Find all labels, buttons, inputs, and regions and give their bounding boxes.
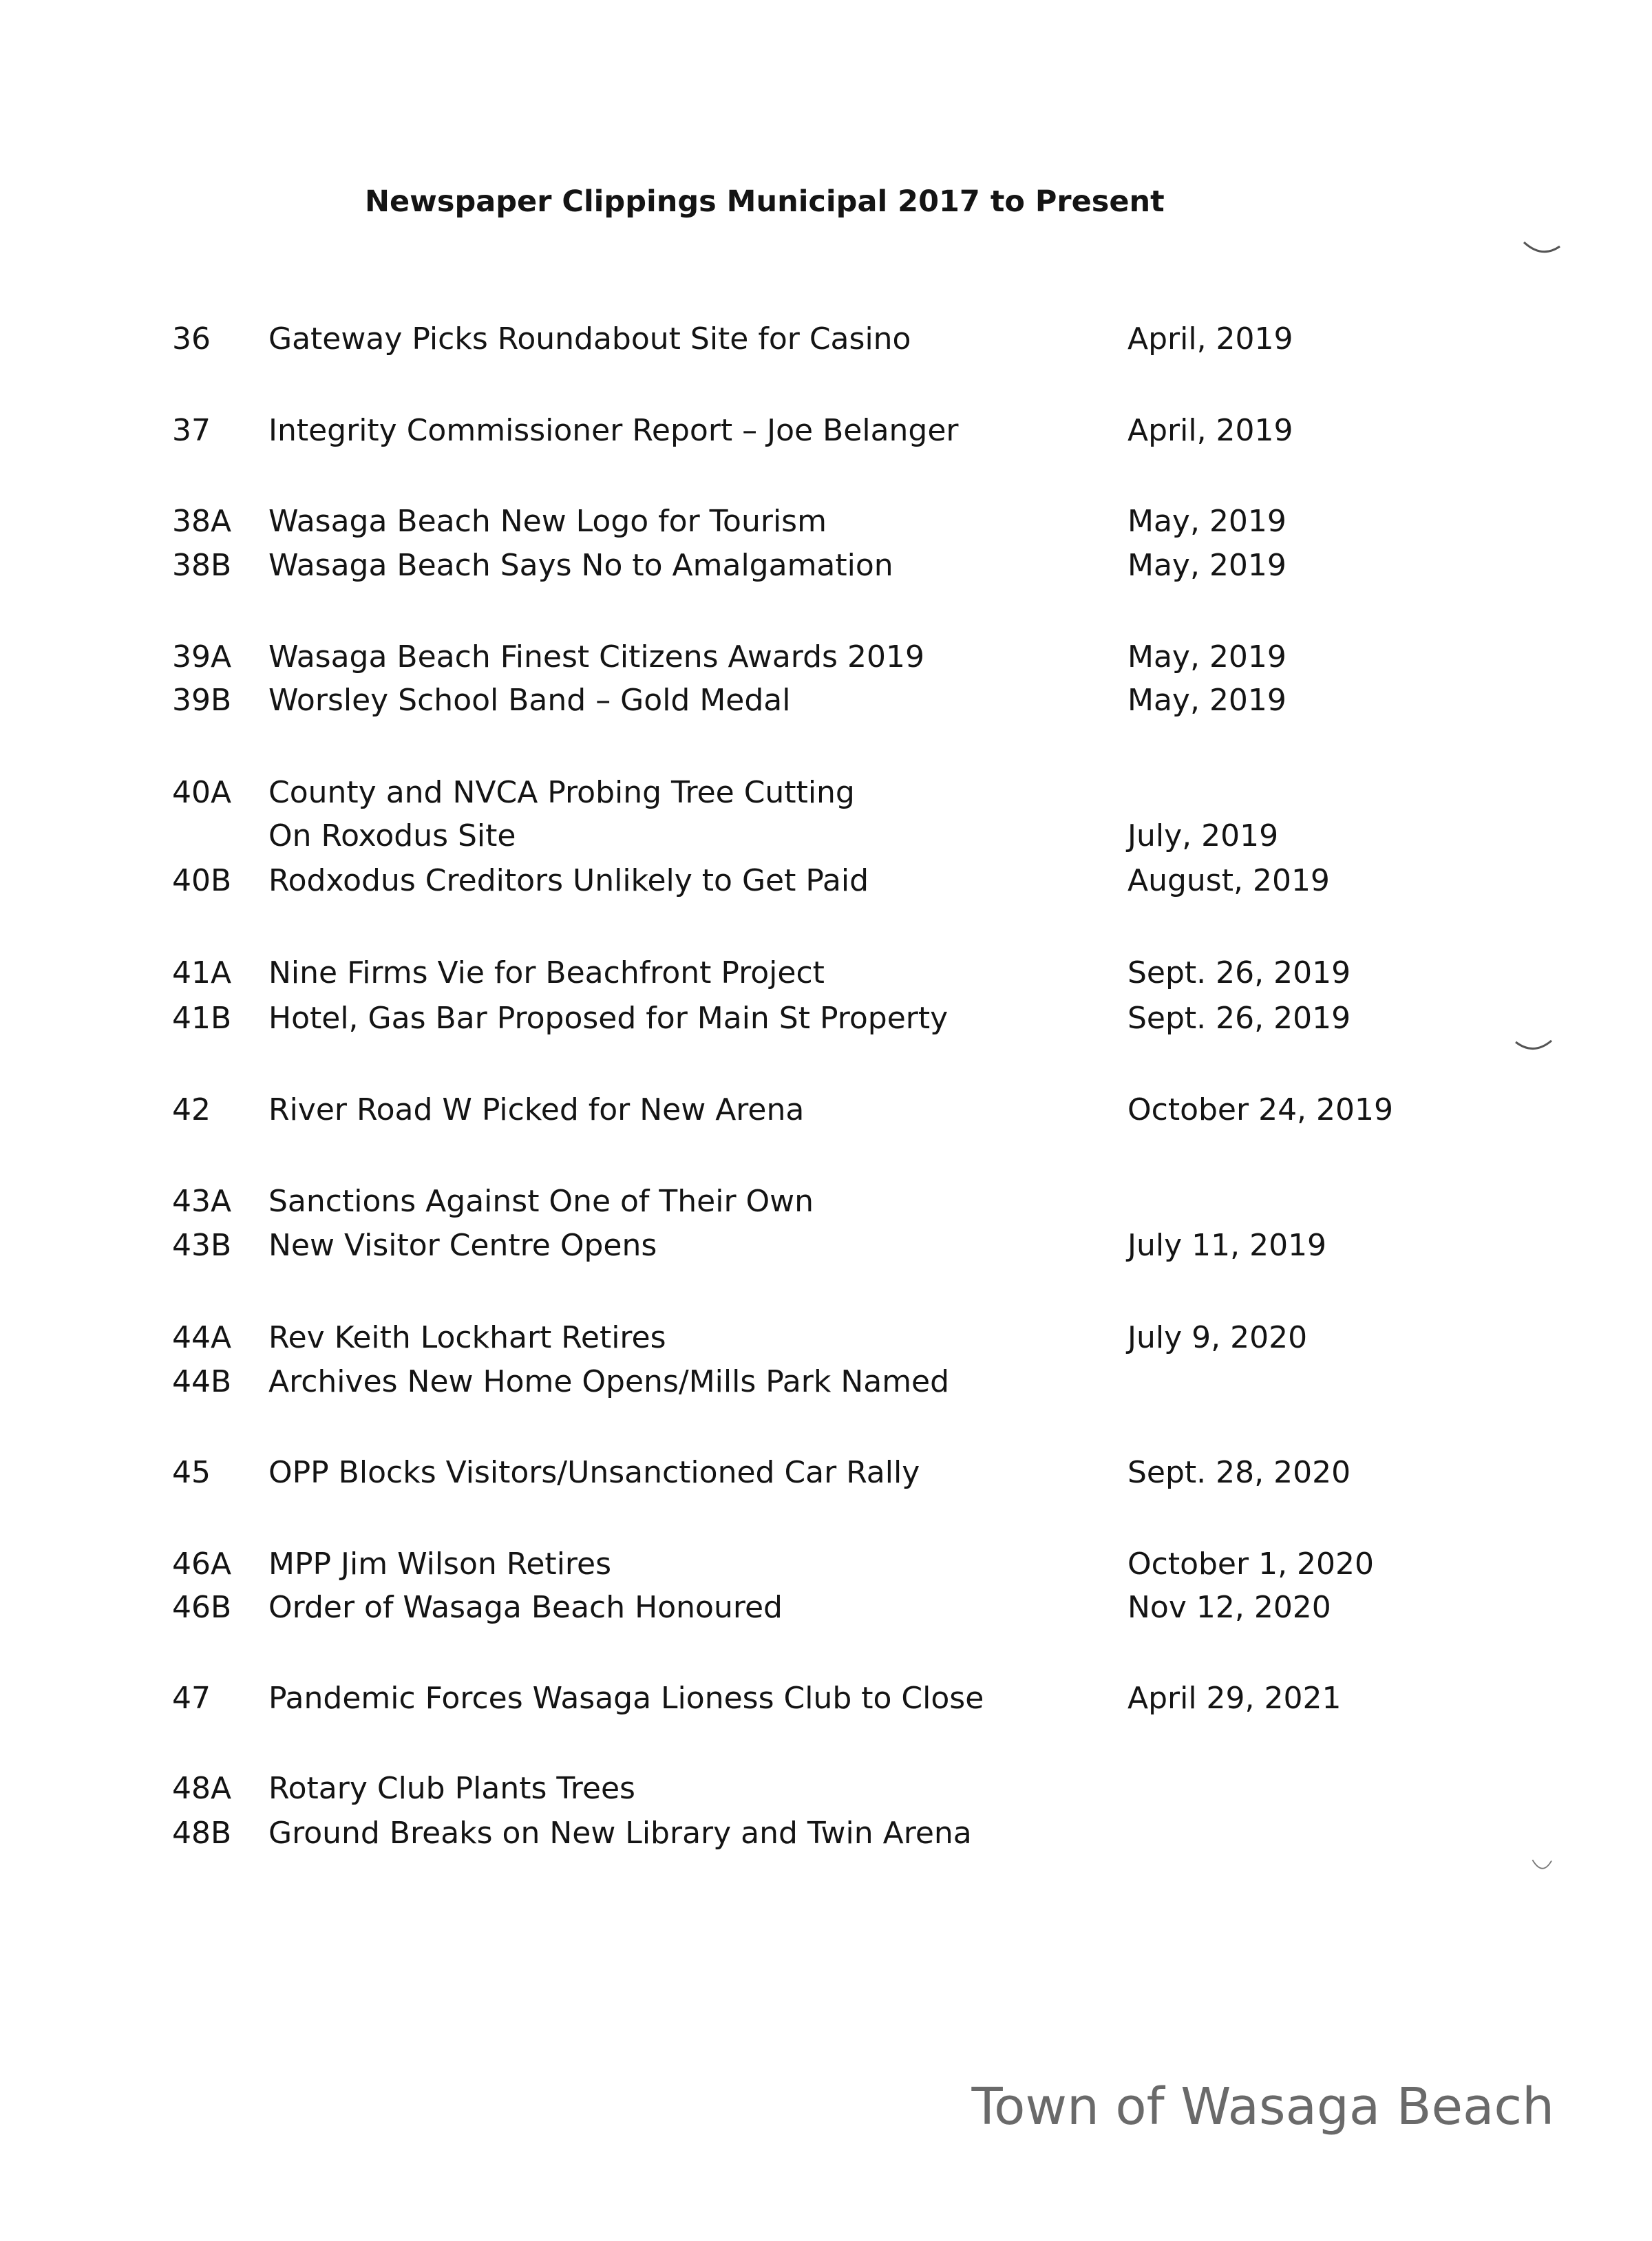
list-item [0,1678,1652,1719]
entry-number: 44A [172,1320,232,1355]
entry-date: May, 2019 [1127,683,1286,718]
entry-date: April, 2019 [1127,321,1293,357]
entry-date: Sept. 28, 2020 [1127,1455,1351,1490]
entry-date: May, 2019 [1127,504,1286,539]
entry-number: 39A [172,639,232,675]
list-item [0,772,1652,814]
entry-headline: Rotary Club Plants Trees [268,1771,635,1806]
entry-date: Sept. 26, 2019 [1127,1001,1351,1036]
list-item [0,1768,1652,1809]
entry-headline: Sanctions Against One of Their Own [268,1184,814,1219]
entry-number: 43B [172,1228,232,1263]
list-item [0,501,1652,542]
entry-number: 38B [172,548,232,583]
entry-date: October 1, 2020 [1127,1547,1375,1582]
entry-headline: OPP Blocks Visitors/Unsanctioned Car Rally [268,1455,920,1490]
entry-number: 46B [172,1590,232,1625]
entry-number: 39B [172,683,232,718]
entry-number: 42 [172,1092,211,1127]
entry-headline: Integrity Commissioner Report – Joe Belanger [268,413,959,448]
list-item [0,998,1652,1039]
entry-headline: Nine Firms Vie for Beachfront Project [268,955,825,990]
entry-date: May, 2019 [1127,548,1286,583]
list-item [0,1225,1652,1266]
entry-date: October 24, 2019 [1127,1092,1394,1127]
entry-headline: River Road W Picked for New Arena [268,1092,805,1127]
list-item [0,1181,1652,1222]
entry-number: 48A [172,1771,232,1806]
entry-headline: County and NVCA Probing Tree Cutting [268,775,855,810]
entry-date: August, 2019 [1127,863,1330,898]
list-item [0,1452,1652,1494]
entry-headline: Rev Keith Lockhart Retires [268,1320,666,1355]
entry-date: July, 2019 [1127,818,1279,853]
entry-date: Nov 12, 2020 [1127,1590,1331,1625]
entry-date: Sept. 26, 2019 [1127,955,1351,990]
document-title: Newspaper Clippings Municipal 2017 to Present [365,184,1165,219]
entry-number: 37 [172,413,211,448]
entry-number: 40B [172,863,232,898]
list-item [0,1317,1652,1359]
entry-number: 45 [172,1455,211,1490]
entry-number: 47 [172,1681,211,1716]
list-item [0,680,1652,721]
entry-headline: Ground Breaks on New Library and Twin Arena [268,1816,972,1851]
watermark: Town of Wasaga Beach [971,2077,1554,2136]
entry-headline: Rodxodus Creditors Unlikely to Get Paid [268,863,869,898]
list-item [0,410,1652,452]
list-item [0,319,1652,360]
list-item [0,860,1652,902]
entry-number: 41B [172,1001,232,1036]
list-item [0,637,1652,678]
entry-number: 46A [172,1547,232,1582]
entry-headline: Wasaga Beach Finest Citizens Awards 2019 [268,639,924,675]
entry-number: 43A [172,1184,232,1219]
list-item [0,1544,1652,1585]
entry-number: 44B [172,1364,232,1399]
entry-headline: MPP Jim Wilson Retires [268,1547,612,1582]
entry-headline: On Roxodus Site [268,818,516,853]
entry-date: July 9, 2020 [1127,1320,1308,1355]
entry-date: July 11, 2019 [1127,1228,1327,1263]
list-item [0,545,1652,586]
list-item [0,1813,1652,1854]
entry-headline: Order of Wasaga Beach Honoured [268,1590,783,1625]
list-item [0,816,1652,857]
entry-date: April 29, 2021 [1127,1681,1342,1716]
entry-headline: Hotel, Gas Bar Proposed for Main St Property [268,1001,949,1036]
entry-number: 48B [172,1816,232,1851]
binder-hole-mark [1523,1858,1564,1879]
entry-headline: Wasaga Beach New Logo for Tourism [268,504,827,539]
entry-headline: New Visitor Centre Opens [268,1228,657,1263]
entry-headline: Pandemic Forces Wasaga Lioness Club to Close [268,1681,984,1716]
entry-number: 40A [172,775,232,810]
entry-number: 41A [172,955,232,990]
list-item [0,1090,1652,1131]
entry-headline: Gateway Picks Roundabout Site for Casino [268,321,911,357]
binder-hole-mark [1521,240,1563,260]
entry-headline: Archives New Home Opens/Mills Park Named [268,1364,950,1399]
binder-hole-mark [1513,1038,1554,1059]
entry-headline: Worsley School Band – Gold Medal [268,683,791,718]
entry-number: 38A [172,504,232,539]
entry-headline: Wasaga Beach Says No to Amalgamation [268,548,893,583]
entry-number: 36 [172,321,211,357]
list-item [0,953,1652,994]
list-item [0,1361,1652,1403]
entry-date: May, 2019 [1127,639,1286,675]
list-item [0,1587,1652,1628]
entry-date: April, 2019 [1127,413,1293,448]
